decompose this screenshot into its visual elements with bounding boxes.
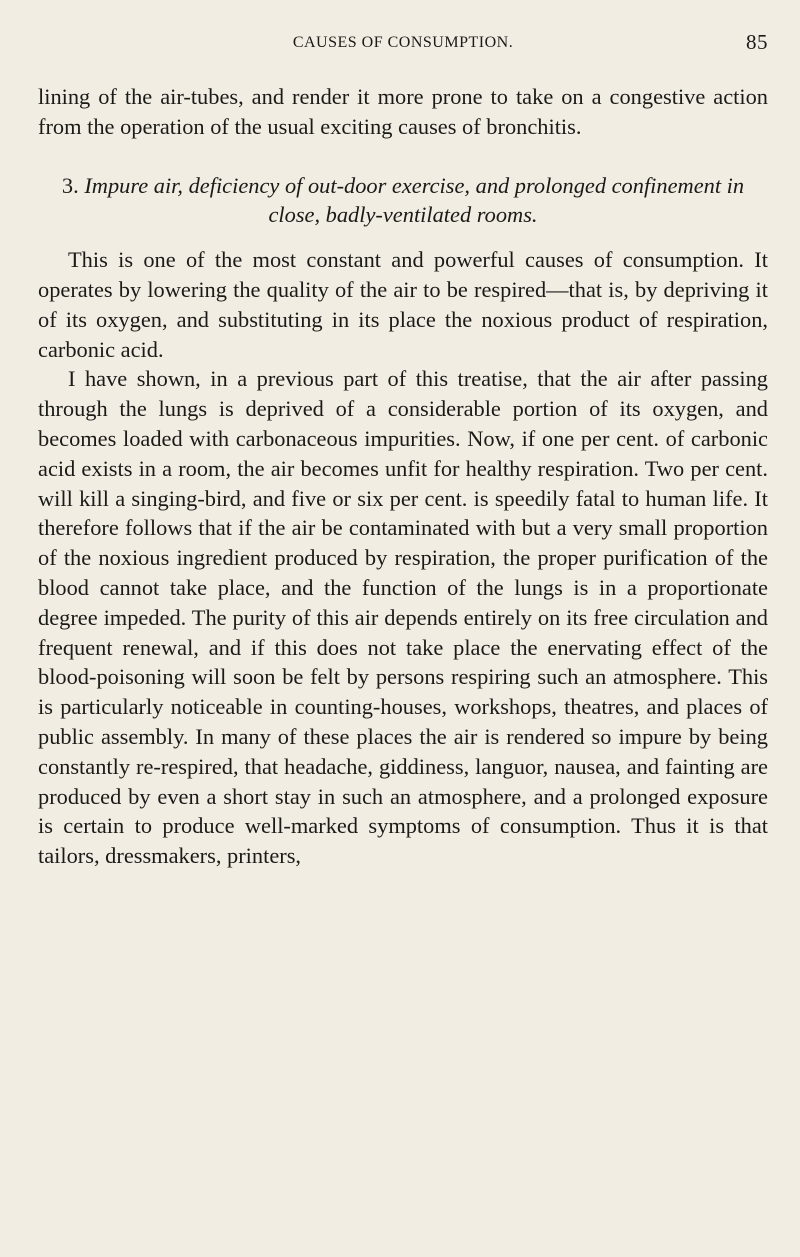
section-number: 3.: [61, 172, 79, 198]
continuation-paragraph: lining of the air-tubes, and render it more prone to take on a congestive action from the operation of the usual exciting causes of bronchitis.: [38, 84, 768, 139]
paragraph: I have shown, in a previous part of this treatise, that the air after passing through the lungs is deprived of a considerable portion of its oxygen, and becomes loaded with carbonaceous impurities. Now, if one per cent. of carbonic acid exists in a room, the air becomes unfit for healthy respiration. Two per cent. will kill a singing-bird, and five or six per cent. is speedily fatal to human life. It therefore follows that if the air be contaminated with but a very small proportion of the noxious ingredient produced by respiration, the proper purification of the blood cannot take place, and the function of the lungs is in a proportionate degree impeded. The purity of this air depends entirely on its free circulation and frequent renewal, and if this does not take place the enervating effect of the blood-poisoning will soon be felt by persons respiring such an atmosphere. This is particularly noticeable in counting-houses, workshops, theatres, and places of public assembly. In many of these places the air is rendered so impure by being constantly re-respired, that headache, giddiness, languor, nausea, and fainting are produced by even a short stay in such an atmosphere, and a prolonged exposure is certain to produce well-marked symptoms of consumption. Thus it is that tailors, dressmakers, printers,: [38, 366, 768, 869]
page-header: [38, 28, 768, 58]
paragraph: This is one of the most constant and powerful causes of consumption. It operates by lowering the quality of the air to be respired—that is, by depriving it of its oxygen, and substituting in its place the noxious product of respiration, carbonic acid.: [38, 247, 768, 362]
page-number: 85: [746, 30, 768, 54]
section-heading: [38, 171, 768, 231]
section-title: Impure air, deficiency of out-door exercise, and prolonged confinement in close, badly-ventilated rooms.: [84, 172, 745, 228]
running-title: CAUSES OF CONSUMPTION.: [292, 34, 514, 51]
body-text: [38, 82, 768, 871]
book-page: [38, 28, 768, 871]
